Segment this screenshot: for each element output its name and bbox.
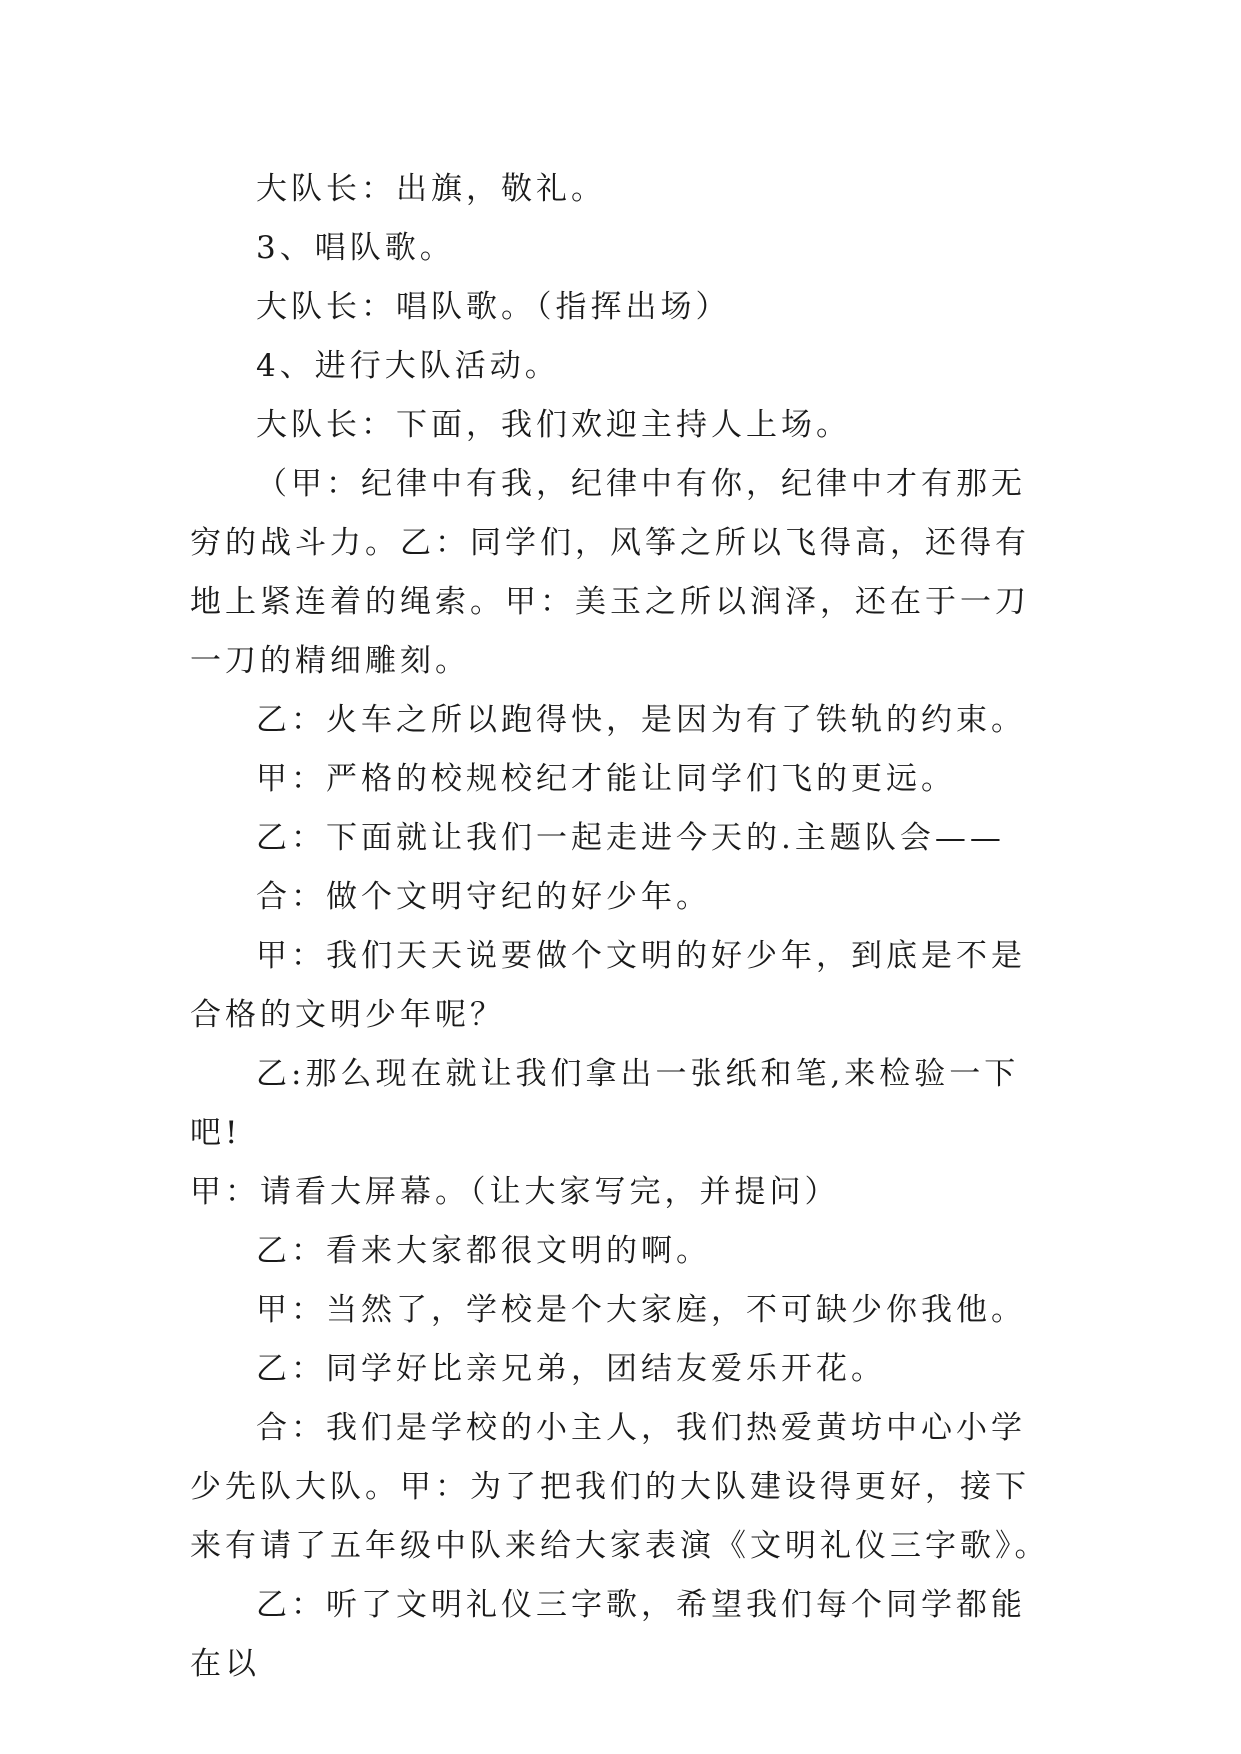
paragraph: 甲：严格的校规校纪才能让同学们飞的更远。 <box>256 761 956 797</box>
paragraph: 合：做个文明守纪的好少年。 <box>256 879 711 915</box>
paragraph: 合：我们是学校的小主人，我们热爱黄坊中心小学少先队大队。甲：为了把我们的大队建设得更好，接下来有请了五年级中队来给大家表演《文明礼仪三字歌》。 <box>190 1410 1050 1564</box>
paragraph: 大队长：出旗，敬礼。 <box>256 171 606 207</box>
paragraph: （甲：纪律中有我，纪律中有你，纪律中才有那无穷的战斗力。乙：同学们，风筝之所以飞得高，还得有地上紧连着的绳索。甲：美玉之所以润泽，还在于一刀一刀的精细雕刻。 <box>190 466 1030 679</box>
paragraph: 3、唱队歌。 <box>256 230 455 266</box>
paragraph: 乙：听了文明礼仪三字歌，希望我们每个同学都能在以 <box>190 1587 1026 1682</box>
paragraph: 甲：我们天天说要做个文明的好少年，到底是不是合格的文明少年呢？ <box>190 938 1026 1033</box>
paragraph: 乙：火车之所以跑得快，是因为有了铁轨的约束。 <box>256 702 1026 738</box>
paragraph: 乙：看来大家都很文明的啊。 <box>256 1233 711 1269</box>
paragraph: 乙:那么现在就让我们拿出一张纸和笔,来检验一下吧! <box>190 1056 1020 1151</box>
paragraph: 大队长：唱队歌。（指挥出场） <box>256 289 731 325</box>
paragraph: 甲：请看大屏幕。（让大家写完，并提问） <box>190 1174 840 1210</box>
paragraph: 大队长：下面，我们欢迎主持人上场。 <box>256 407 851 443</box>
paragraph: 乙：下面就让我们一起走进今天的.主题队会—— <box>256 820 1005 856</box>
paragraph: 乙：同学好比亲兄弟，团结友爱乐开花。 <box>256 1351 886 1387</box>
paragraph: 甲：当然了，学校是个大家庭，不可缺少你我他。 <box>256 1292 1026 1328</box>
paragraph: 4、进行大队活动。 <box>256 348 560 384</box>
document-page <box>190 160 1050 1694</box>
